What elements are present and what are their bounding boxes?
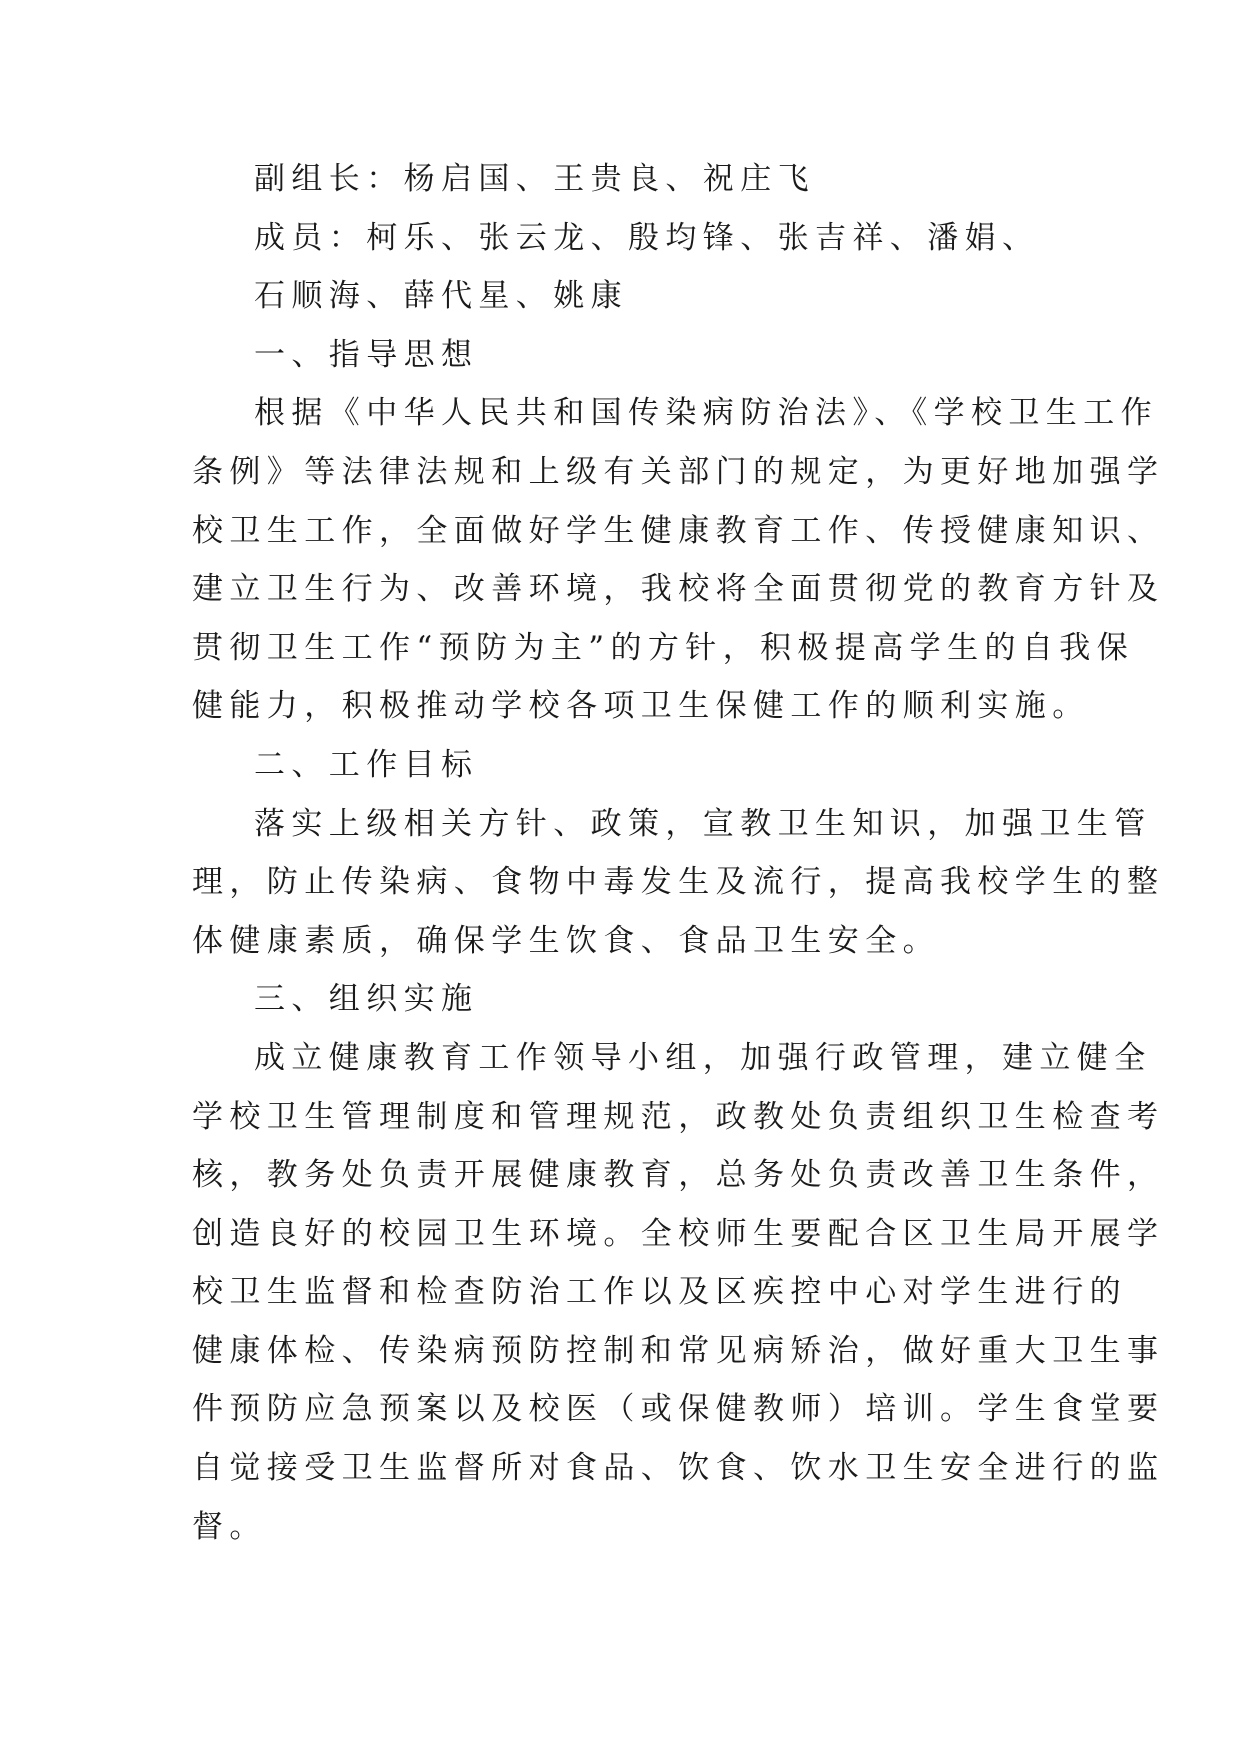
- paragraph-line: 自觉接受卫生监督所对食品、饮食、饮水卫生安全进行的监: [192, 1450, 1165, 1487]
- paragraph-line: 学校卫生管理制度和管理规范，政教处负责组织卫生检查考: [192, 1098, 1165, 1135]
- paragraph-line: 成立健康教育工作领导小组，加强行政管理，建立健全: [254, 1039, 1152, 1076]
- members-line: 成员：柯乐、张云龙、殷均锋、张吉祥、潘娟、: [254, 219, 1040, 256]
- paragraph-line: 根据《中华人民共和国传染病防治法》、《学校卫生工作: [254, 395, 1158, 432]
- section-heading-work-goals: 二、工作目标: [254, 746, 479, 783]
- paragraph-line: 贯彻卫生工作“预防为主”的方针，积极提高学生的自我保: [192, 629, 1135, 666]
- members-line-continued: 石顺海、薛代星、姚康: [254, 278, 628, 315]
- section-heading-implementation: 三、组织实施: [254, 981, 479, 1018]
- paragraph-line: 健康体检、传染病预防控制和常见病矫治，做好重大卫生事: [192, 1332, 1165, 1369]
- paragraph-line: 督。: [192, 1508, 267, 1545]
- paragraph-line: 校卫生监督和检查防治工作以及区疾控中心对学生进行的: [192, 1274, 1127, 1311]
- paragraph-line: 创造良好的校园卫生环境。全校师生要配合区卫生局开展学: [192, 1215, 1165, 1252]
- paragraph-line: 落实上级相关方针、政策，宣教卫生知识，加强卫生管: [254, 805, 1152, 842]
- paragraph-line: 条例》等法律法规和上级有关部门的规定，为更好地加强学: [192, 453, 1165, 490]
- paragraph-line: 体健康素质，确保学生饮食、食品卫生安全。: [192, 922, 940, 959]
- paragraph-line: 理，防止传染病、食物中毒发生及流行，提高我校学生的整: [192, 864, 1165, 901]
- document-body: [192, 150, 1165, 1556]
- paragraph-line: 校卫生工作，全面做好学生健康教育工作、传授健康知识、: [192, 512, 1165, 549]
- paragraph-line: 核，教务处负责开展健康教育，总务处负责改善卫生条件，: [192, 1157, 1165, 1194]
- paragraph-line: 件预防应急预案以及校医（或保健教师）培训。学生食堂要: [192, 1391, 1165, 1428]
- paragraph-line: 建立卫生行为、改善环境，我校将全面贯彻党的教育方针及: [192, 571, 1165, 608]
- paragraph-line: 健能力，积极推动学校各项卫生保健工作的顺利实施。: [192, 688, 1090, 725]
- section-heading-guiding-ideology: 一、指导思想: [254, 336, 479, 373]
- deputy-leaders-line: 副组长：杨启国、王贵良、祝庄飞: [254, 161, 815, 197]
